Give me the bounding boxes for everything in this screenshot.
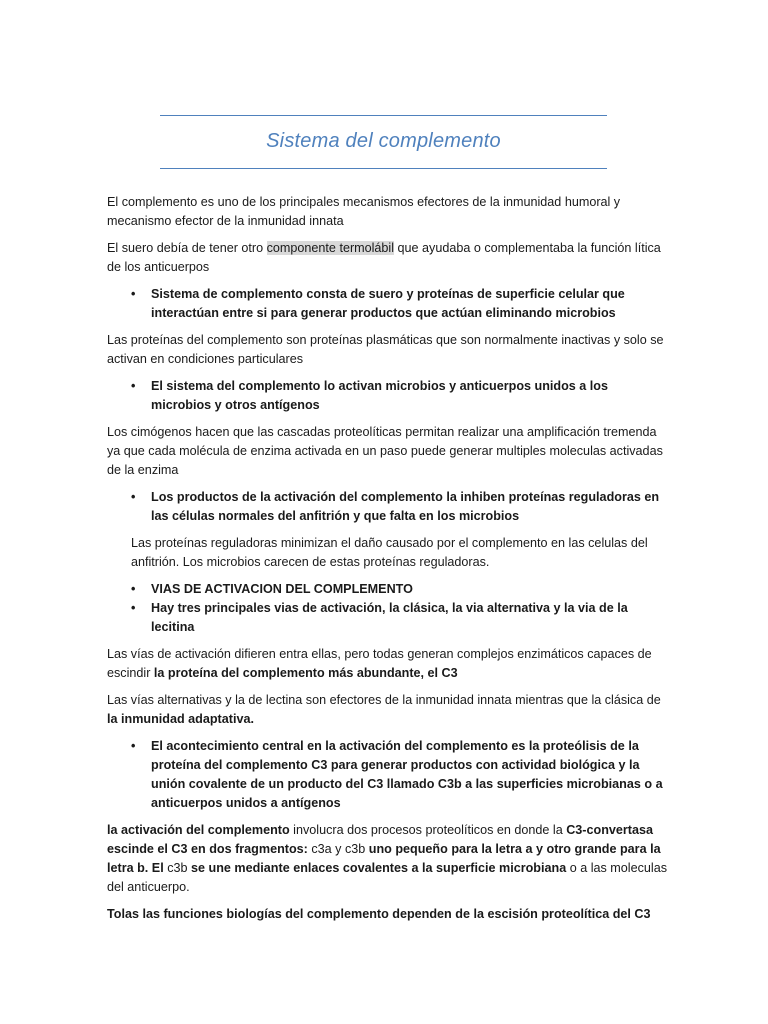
paragraph-reguladoras: Las proteínas reguladoras minimizan el daño causado por el complemento en las celulas del anfitrión. Los microbios carecen de estas proteínas reguladoras.	[131, 536, 648, 569]
bullet-item: • Los productos de la activación del complemento la inhiben proteínas reguladoras en las células normales del anfitrión y que falta en los microbios	[151, 488, 667, 526]
bullet-list-2	[107, 377, 667, 415]
text-run: escinde el C3 en dos fragmentos:	[107, 842, 312, 856]
paragraph-funciones: Tolas las funciones biologías del complemento dependen de la escisión proteolítica del C3	[107, 907, 651, 921]
highlighted-term: componente termolábil	[266, 241, 395, 255]
paragraph-vias	[107, 645, 667, 683]
document-body	[107, 193, 667, 932]
bullet-item: • Sistema de complemento consta de suero y proteínas de superficie celular que interactúan entre si para generar productos que actúan eliminando microbios	[151, 285, 667, 323]
paragraph-vias-start: Las vías de activación difieren entra ellas, pero todas generan complejos enzimáticos capaces de escindir	[107, 647, 652, 680]
paragraph-activacion	[107, 821, 667, 897]
paragraph-complemento-def: El complemento es uno de los principales mecanismos efectores de la inmunidad humoral y mecanismo efector de la inmunidad innata	[107, 195, 621, 228]
bullet-list-3	[107, 488, 667, 526]
text-run: c3a y c3b	[311, 842, 366, 856]
bullet-list-5	[107, 737, 667, 813]
paragraph-alternativas-start: Las vías alternativas y la de lectina son efectores de la inmunidad innata mientras que la clásica de	[107, 693, 661, 707]
paragraph-suero	[107, 239, 667, 277]
text-run: se une mediante enlaces covalentes a la	[187, 861, 437, 875]
text-run: o a las moleculas del anticuerpo.	[107, 861, 668, 894]
text-run: involucra dos procesos proteolíticos en donde la	[293, 823, 567, 837]
bullet-item: • Hay tres principales vias de activación, la clásica, la via alternativa y la via de la lecitina	[151, 599, 667, 637]
text-run: c3b	[167, 861, 188, 875]
title-rule-bottom	[160, 168, 607, 169]
paragraph-cimogenos: Los cimógenos hacen que las cascadas proteolíticas permitan realizar una amplificación tremenda ya que cada molécula de enzima activada en un paso puede generar multiples moleculas activadas de la enzima	[107, 425, 663, 477]
text-run: superficie microbiana	[436, 861, 567, 875]
paragraph-suero-start: El suero debía de tener otro	[107, 241, 267, 255]
text-run: uno pequeño para la letra a y otro grande para la letra b. El	[107, 842, 661, 875]
paragraph-alternativas-bold: la inmunidad adaptativa.	[107, 712, 254, 726]
text-run: C3-convertasa	[566, 823, 654, 837]
bullet-item: • El acontecimiento central en la activación del complemento es la proteólisis de la proteína del complemento C3 para generar productos con actividad biológica y la unión covalente de un producto del C3 llamado C3b a las superficies microbianas o a anticuerpos unidos a antígenos	[151, 737, 667, 813]
page-title: Sistema del complemento	[266, 130, 501, 152]
bullet-list-4	[107, 580, 667, 637]
bullet-list-1	[107, 285, 667, 323]
bullet-item: • VIAS DE ACTIVACION DEL COMPLEMENTO	[151, 580, 667, 599]
paragraph-proteinas: Las proteínas del complemento son proteínas plasmáticas que son normalmente inactivas y solo se activan en condiciones particulares	[107, 333, 664, 366]
paragraph-suero-end: que ayudaba o complementaba la función lítica de los anticuerpos	[107, 241, 661, 274]
bullet-item: • El sistema del complemento lo activan microbios y anticuerpos unidos a los microbios y otros antígenos	[151, 377, 667, 415]
text-run: la activación del complemento	[107, 823, 294, 837]
paragraph-alternativas	[107, 691, 667, 729]
paragraph-vias-bold: la proteína del complemento más abundante, el C3	[153, 666, 458, 680]
title-rule-top	[160, 115, 607, 116]
